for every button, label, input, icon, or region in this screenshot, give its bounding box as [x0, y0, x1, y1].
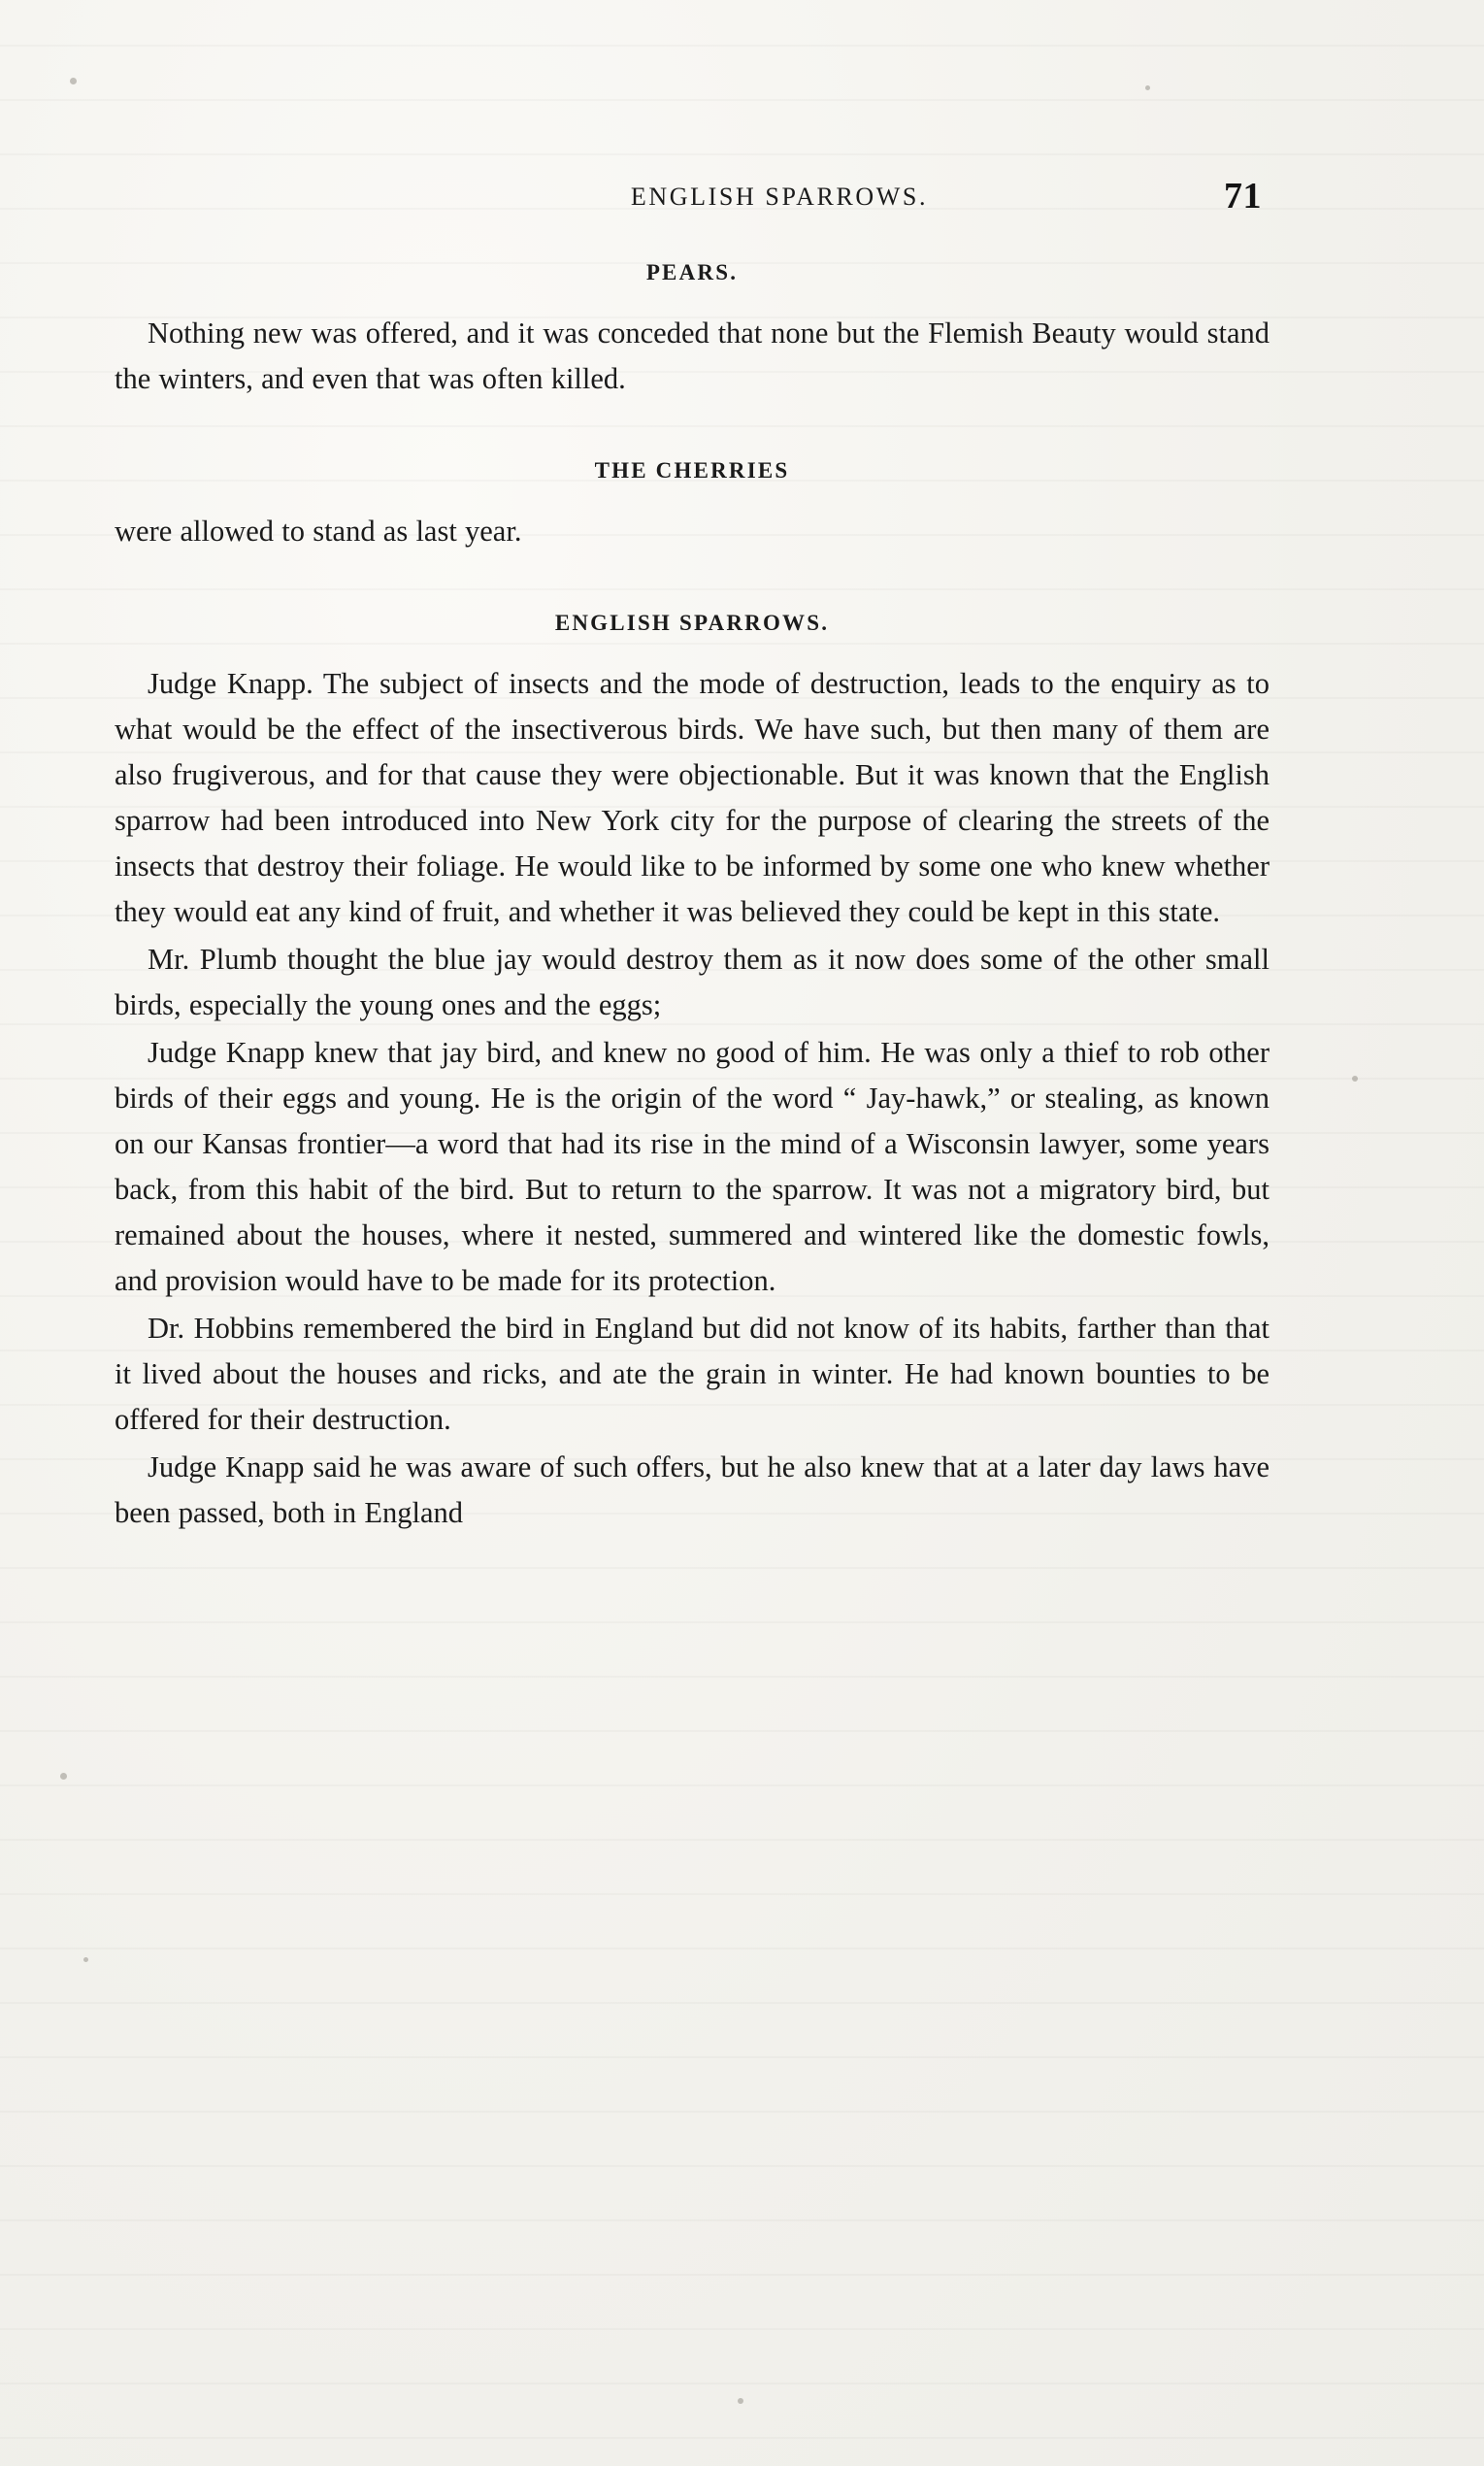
paragraph: Judge Knapp said he was aware of such offers, but he also knew that at a later day laws have been passed, both in England	[115, 1450, 1270, 1529]
paragraph: Nothing new was offered, and it was conceded that none but the Flemish Beauty would stand the winters, and even that was often killed.	[115, 317, 1270, 395]
scan-speck	[60, 1773, 67, 1780]
running-head-title: ENGLISH SPARROWS.	[630, 183, 929, 211]
section-heading-cherries: THE CHERRIES	[594, 458, 790, 483]
page-content	[115, 175, 1270, 1538]
scan-speck	[738, 2398, 743, 2404]
section-heading-english-sparrows: ENGLISH SPARROWS.	[554, 611, 830, 635]
paragraph: Judge Knapp knew that jay bird, and knew no good of him. He was only a thief to rob other birds of their eggs and young. He is the origin of the word “ Jay-hawk,” or stealing, as known on our Kansas frontier—a word that had its rise in the mind of a Wisconsin lawyer, some years back, from this habit of the bird. But to return to the sparrow. It was not a migratory bird, but remained about the houses, where it nested, summered and wintered like the domestic fowls, and provision would have to be made for its protection.	[115, 1036, 1270, 1297]
spacer	[115, 404, 1270, 419]
scan-speck	[1352, 1076, 1358, 1082]
paragraph: Judge Knapp. The subject of insects and the mode of destruction, leads to the enquiry as to what would be the effect of the insectiverous birds. We have such, but then many of them are also frugiverous, and for that cause they were objectionable. But it was known that the English sparrow had been introduced into New York city for the purpose of clearing the streets of the insects that destroy their foliage. He would like to be informed by some one who knew whether they would eat any kind of fruit, and whether it was believed they could be kept in this state.	[115, 667, 1270, 928]
section-heading-pears: PEARS.	[645, 260, 739, 284]
paragraph: were allowed to stand as last year.	[115, 515, 522, 548]
page-number: 71	[1224, 176, 1262, 217]
running-head	[115, 175, 1270, 225]
paragraph: Dr. Hobbins remembered the bird in England but did not know of its habits, farther than that it lived about the houses and ricks, and ate the grain in winter. He had known bounties to be offered for their destruction.	[115, 1312, 1270, 1436]
scan-speck	[83, 1957, 88, 1962]
spacer	[115, 556, 1270, 572]
paragraph: Mr. Plumb thought the blue jay would destroy them as it now does some of the other small birds, especially the young ones and the eggs;	[115, 943, 1270, 1021]
scan-speck	[70, 78, 77, 84]
scan-speck	[1145, 85, 1150, 90]
